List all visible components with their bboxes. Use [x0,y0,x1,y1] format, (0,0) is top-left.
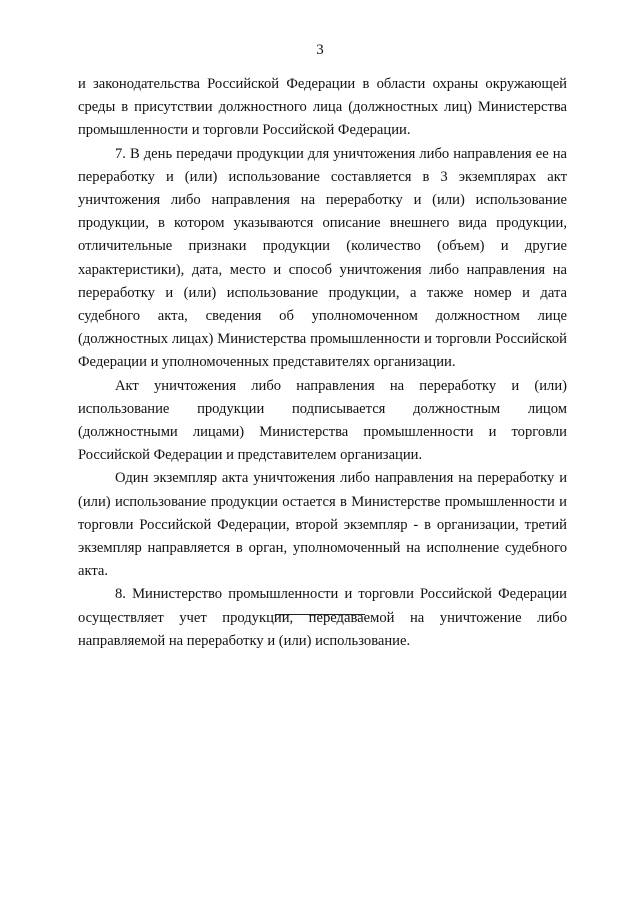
paragraph-item-7: 7. В день передачи продукции для уничтожения либо направления ее на переработку и (или) использование составляется в 3 экземплярах акт уничтожения либо направления на переработку и (или) использование продукции, в котором указываются описание внешнего вида продукции, отличительные признаки продукции (количество (объем) и другие характеристики), дата, место и способ уничтожения либо направления на переработку и (или) использование продукции, а также номер и дата судебного акта, сведения об уполномоченном должностном лице (должностных лицах) Министерства промышленности и торговли Российской Федерации и уполномоченных представителях организации. [78,145,567,371]
paragraph-act-copies: Один экземпляр акта уничтожения либо направления на переработку и (или) использование продукции остается в Министерстве промышленности и торговли Российской Федерации, второй экземпляр - в организации, третий экземпляр направляется в орган, уполномоченный на исполнение судебного акта. [78,470,567,580]
end-separator-line [275,614,365,615]
paragraph-item-8: 8. Министерство промышленности и торговли Российской Федерации осуществляет учет продукции, передаваемой на уничтожение либо направляемой на переработку и (или) использование. [78,586,567,649]
paragraph-act-signing: Акт уничтожения либо направления на переработку и (или) использование продукции подписывается должностным лицом (должностными лицами) Министерства промышленности и торговли Российской Федерации и представителем организации. [78,377,567,464]
paragraph-continuation: и законодательства Российской Федерации в области охраны окружающей среды в присутствии должностного лица (должностных лиц) Министерства промышленности и торговли Российской Федерации. [78,76,567,139]
page-number: 3 [316,42,324,58]
document-body [78,73,567,653]
